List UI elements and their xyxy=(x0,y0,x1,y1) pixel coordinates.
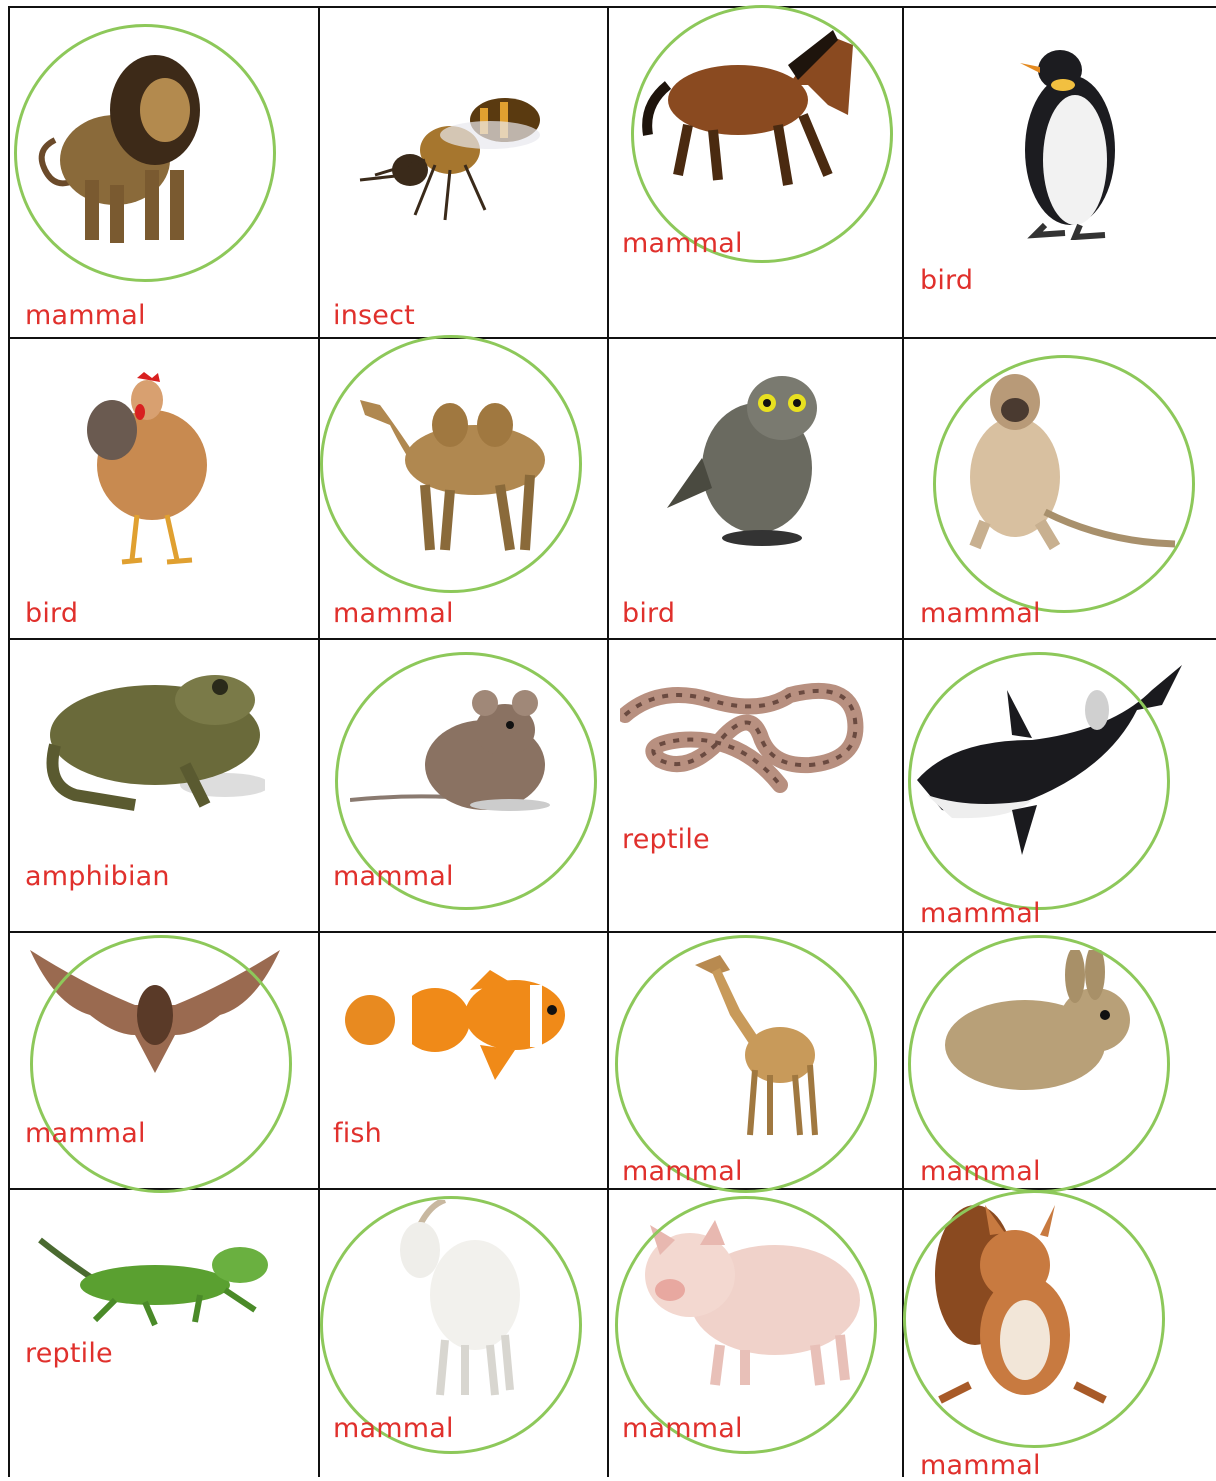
iguana-image xyxy=(35,1230,275,1330)
animal-class-label: mammal xyxy=(25,1118,146,1149)
animal-class-label: mammal xyxy=(25,300,146,331)
animal-class-label: bird xyxy=(920,265,974,296)
grid-line xyxy=(8,337,1216,339)
animal-class-label: bird xyxy=(622,598,676,629)
grid-line xyxy=(8,638,1216,640)
camel-image xyxy=(350,385,560,560)
animal-class-label: mammal xyxy=(920,1156,1041,1187)
goat-image xyxy=(385,1200,525,1400)
squirrel-image xyxy=(930,1195,1110,1410)
penguin-image xyxy=(1015,45,1125,240)
animal-class-label: mammal xyxy=(622,228,743,259)
bat-image xyxy=(25,945,285,1080)
grid-line xyxy=(8,6,1216,8)
animal-class-label: fish xyxy=(333,1118,382,1149)
mouse-image xyxy=(350,685,560,820)
rabbit-image xyxy=(940,950,1140,1095)
animal-class-label: insect xyxy=(333,300,415,331)
monkey-image xyxy=(955,372,1180,552)
horse-image xyxy=(638,25,863,190)
hen-image xyxy=(82,370,212,570)
animal-class-label: mammal xyxy=(333,1413,454,1444)
animal-class-label: mammal xyxy=(622,1156,743,1187)
animal-class-label: mammal xyxy=(333,598,454,629)
owl-image xyxy=(662,368,822,548)
pig-image xyxy=(630,1205,865,1390)
snake-image xyxy=(620,665,865,805)
giraffe-image xyxy=(690,950,830,1140)
frog-image xyxy=(35,665,265,815)
animal-class-label: mammal xyxy=(622,1413,743,1444)
grid-line xyxy=(902,6,904,1477)
grid-line xyxy=(8,6,10,1477)
animal-class-label: mammal xyxy=(920,898,1041,929)
orca-image xyxy=(912,660,1187,860)
grid-line xyxy=(8,931,1216,933)
bee-image xyxy=(355,80,565,230)
lion-image xyxy=(30,30,220,250)
clownfish-image xyxy=(340,970,570,1085)
animal-class-label: mammal xyxy=(920,1450,1041,1481)
animal-class-label: mammal xyxy=(333,861,454,892)
grid-line xyxy=(8,1188,1216,1190)
animal-class-label: amphibian xyxy=(25,861,170,892)
animal-class-label: bird xyxy=(25,598,79,629)
grid-line xyxy=(318,6,320,1477)
animal-class-label: reptile xyxy=(622,824,710,855)
animal-class-label: reptile xyxy=(25,1338,113,1369)
grid-line xyxy=(607,6,609,1477)
animal-class-label: mammal xyxy=(920,598,1041,629)
